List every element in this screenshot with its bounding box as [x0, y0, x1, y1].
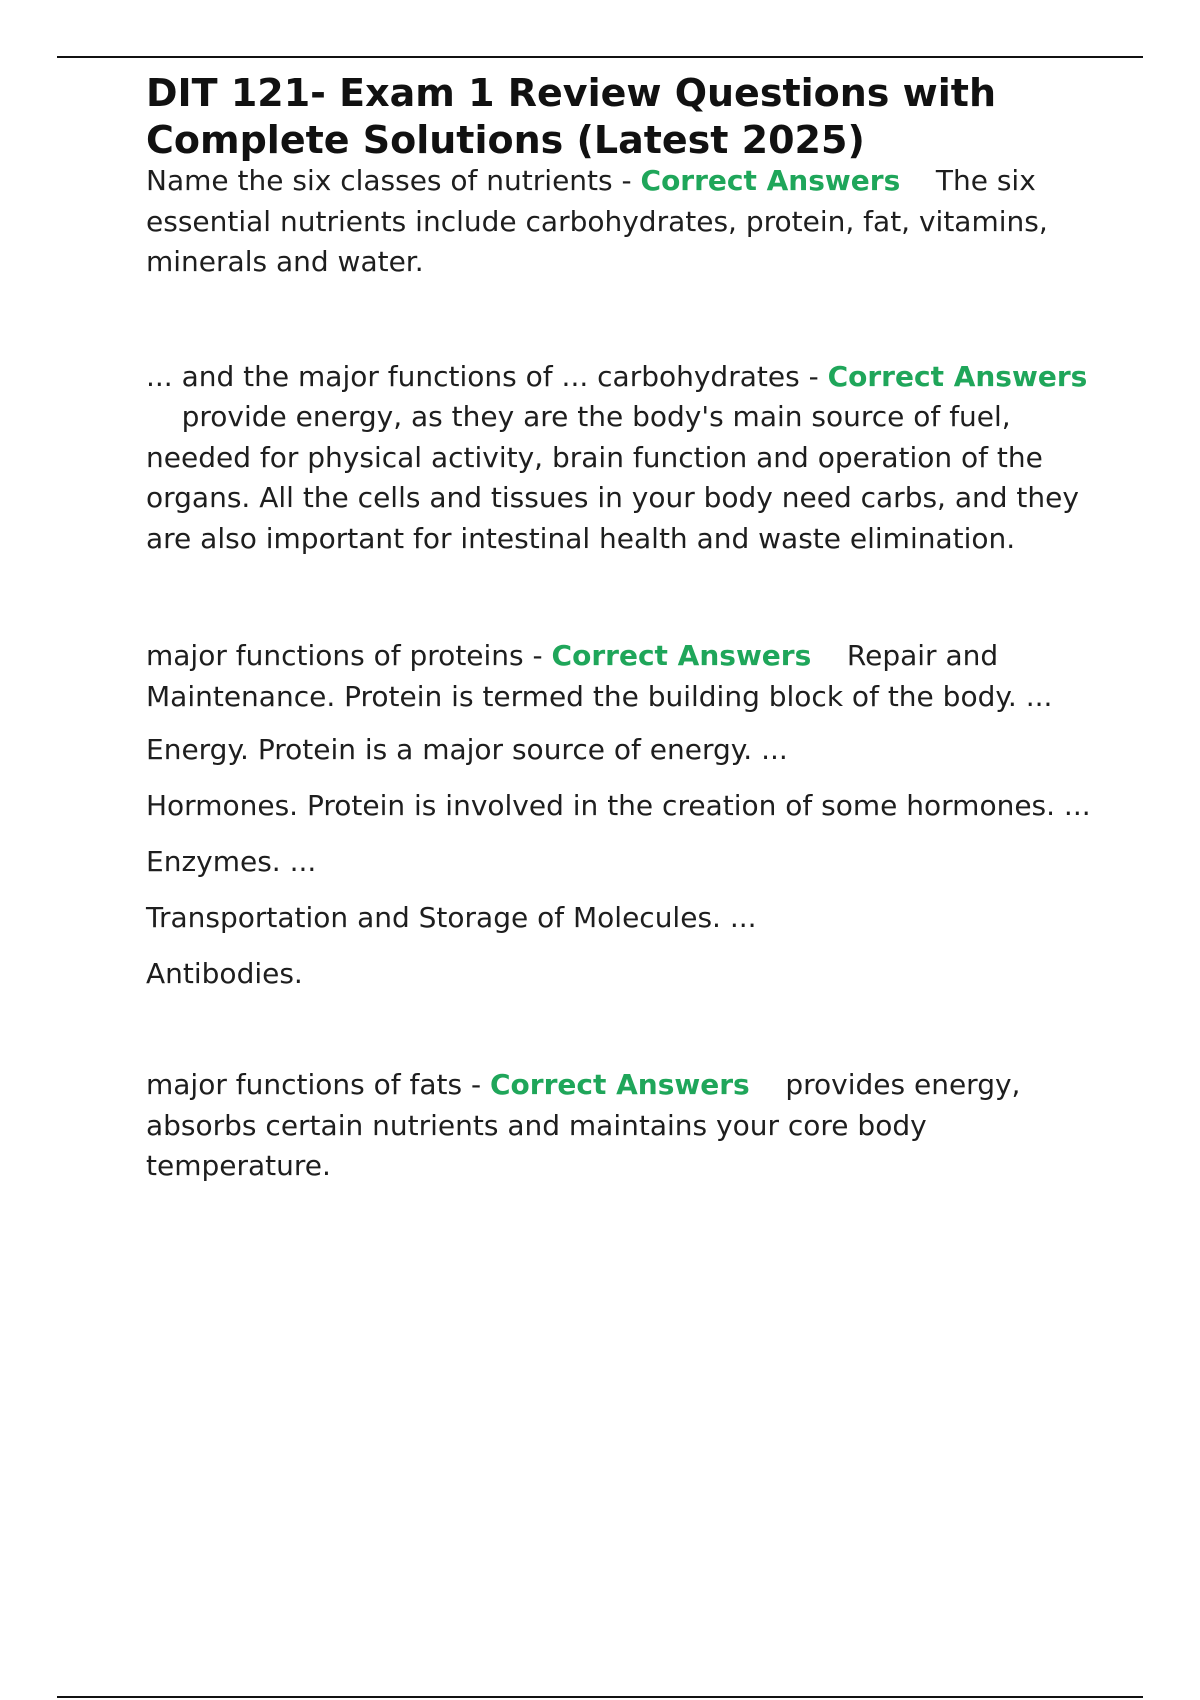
- document-body: [146, 70, 1096, 1187]
- answer-text: The six essential nutrients include carbohydrates, protein, fat, vitamins, minerals and water.: [146, 164, 1048, 278]
- qa-item-proteins: [146, 636, 1096, 717]
- correct-answers-label: Correct Answers: [640, 164, 901, 197]
- question-text: major functions of fats -: [146, 1068, 490, 1101]
- answer-text: provides energy, absorbs certain nutrients and maintains your core body temperature.: [146, 1068, 1021, 1182]
- question-text: ... and the major functions of ... carbohydrates -: [146, 359, 828, 393]
- correct-answers-label: Correct Answers: [827, 359, 1088, 393]
- protein-function-line: Enzymes. ...: [146, 845, 317, 878]
- top-rule: [57, 56, 1143, 58]
- protein-function-line: Transportation and Storage of Molecules. ...: [146, 901, 757, 934]
- protein-function-line: Hormones. Protein is involved in the creation of some hormones. ...: [146, 789, 1091, 822]
- document-title: DIT 121- Exam 1 Review Questions with Complete Solutions (Latest 2025): [146, 71, 996, 162]
- protein-function-line: Antibodies.: [146, 957, 303, 990]
- qa-item-nutrient-classes: [146, 161, 1096, 283]
- question-text: Name the six classes of nutrients -: [146, 164, 641, 197]
- bottom-rule: [57, 1696, 1143, 1698]
- correct-answers-label: Correct Answers: [551, 639, 812, 672]
- protein-function-line: Energy. Protein is a major source of energy. ...: [146, 733, 788, 766]
- correct-answers-label: Correct Answers: [490, 1068, 750, 1101]
- answer-text: provide energy, as they are the body's main source of fuel, needed for physical activity, brain function and operation of the organs. All the cells and tissues in your body need carbs, and they are also important for intestinal health and waste elimination.: [146, 400, 1079, 555]
- question-text: major functions of proteins -: [146, 639, 552, 672]
- qa-item-carbohydrates: [146, 357, 1096, 560]
- answer-text: Repair and Maintenance. Protein is termed the building block of the body. ...: [146, 639, 1053, 713]
- qa-item-fats: [146, 1065, 1096, 1187]
